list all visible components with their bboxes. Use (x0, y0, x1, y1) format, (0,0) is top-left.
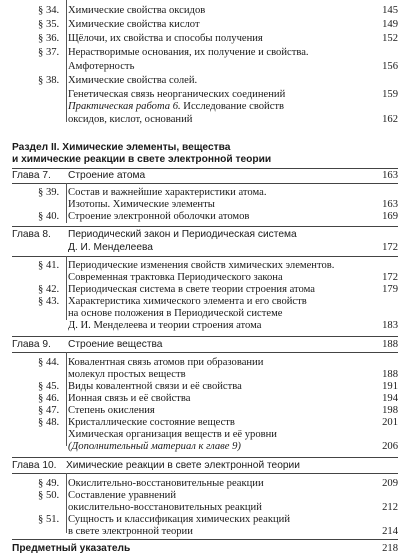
chapter-title-continued: Д. И. Менделеева (68, 242, 153, 253)
section-number: § 43. (38, 296, 60, 307)
toc-row (0, 502, 410, 514)
entry-title: Генетическая связь неорганических соединений (68, 89, 286, 100)
chapter-title: Строение атома (68, 170, 146, 181)
practical-work-title: Исследование свойств (180, 101, 285, 112)
toc-row (0, 89, 410, 101)
section-number: § 41. (38, 260, 60, 271)
page-number: 159 (382, 89, 398, 100)
entry-title: Ионная связь и её свойства (68, 393, 191, 404)
toc-row (0, 381, 410, 393)
practical-work-label: Практическая работа 6. (68, 101, 181, 112)
page-number: 152 (382, 33, 398, 44)
chapter-divider (12, 226, 398, 227)
chapter-divider (12, 457, 398, 458)
entry-title: Химическая организация веществ и её уровни (68, 429, 277, 440)
chapter-divider (12, 539, 398, 540)
toc-row (0, 19, 410, 31)
part-heading (0, 154, 410, 166)
page-number: 172 (382, 242, 398, 253)
toc-row (0, 187, 410, 199)
toc-row (0, 101, 410, 113)
chapter-title: Строение вещества (68, 339, 163, 350)
toc-row (0, 393, 410, 405)
page-number: 172 (382, 272, 398, 283)
toc-row (0, 369, 410, 381)
toc-row (0, 5, 410, 17)
entry-title: Периодическая система в свете теории строения атома (68, 284, 315, 295)
page-number: 198 (382, 405, 398, 416)
page-number: 212 (382, 502, 398, 513)
section-number: § 37. (38, 47, 60, 58)
entry-title: окислительно-восстановительных реакций (68, 502, 262, 513)
entry-title: Амфотерность (68, 61, 135, 72)
section-number: § 45. (38, 381, 60, 392)
chapter-heading (0, 339, 410, 351)
chapter-heading (0, 229, 410, 241)
entry-title: Виды ковалентной связи и её свойства (68, 381, 242, 392)
toc-row (0, 211, 410, 223)
part-heading (0, 142, 410, 154)
entry-title: Ковалентная связь атомов при образовании (68, 357, 264, 368)
section-number: § 47. (38, 405, 60, 416)
entry-title: в свете электронной теории (68, 526, 193, 537)
page-number: 179 (382, 284, 398, 295)
entry-title: Характеристика химического элемента и его свойств (68, 296, 307, 307)
entry-title: Современная трактовка Периодического закона (68, 272, 283, 283)
entry-title: Степень окисления (68, 405, 155, 416)
toc-row (0, 514, 410, 526)
section-number: § 36. (38, 33, 60, 44)
toc-row (0, 526, 410, 538)
chapter-heading (0, 170, 410, 182)
chapter-heading (0, 460, 410, 472)
page-number: 194 (382, 393, 398, 404)
toc-row (0, 320, 410, 332)
page-number: 162 (382, 114, 398, 125)
page-number: 191 (382, 381, 398, 392)
toc-row (0, 199, 410, 211)
toc-row (0, 405, 410, 417)
chapter-label: Глава 7. (12, 170, 51, 181)
chapter-heading (0, 242, 410, 254)
page-number: 149 (382, 19, 398, 30)
page-number: 163 (382, 199, 398, 210)
entry-title: Окислительно-восстановительные реакции (68, 478, 264, 489)
section-number: § 35. (38, 19, 60, 30)
entry-title: Кристаллические состояние веществ (68, 417, 235, 428)
toc-row (0, 429, 410, 441)
section-number: § 40. (38, 211, 60, 222)
toc-row (0, 272, 410, 284)
chapter-title: Периодический закон и Периодическая система (68, 229, 297, 240)
section-number: § 39. (38, 187, 60, 198)
page-number: 209 (382, 478, 398, 489)
chapter-divider (12, 183, 398, 184)
section-number: § 42. (38, 284, 60, 295)
page-number: 145 (382, 5, 398, 16)
chapter-label: Глава 8. (12, 229, 51, 240)
entry-title: Щёлочи, их свойства и способы получения (68, 33, 263, 44)
toc-row (0, 308, 410, 320)
chapter-divider (12, 256, 398, 257)
entry-title: оксидов, кислот, оснований (68, 114, 193, 125)
page-number: 214 (382, 526, 398, 537)
entry-title: Нерастворимые основания, их получение и свойства. (68, 47, 309, 58)
index-label: Предметный указатель (12, 543, 131, 554)
index-entry (0, 543, 410, 555)
entry-title: Химические свойства солей. (68, 75, 198, 86)
toc-row (0, 296, 410, 308)
entry-title: Составление уравнений (68, 490, 177, 501)
section-number: § 46. (38, 393, 60, 404)
page-number: 218 (382, 543, 398, 554)
toc-row (0, 478, 410, 490)
chapter-divider (12, 168, 398, 169)
chapter-divider (12, 352, 398, 353)
entry-title: Изотопы. Химические элементы (68, 199, 215, 210)
chapter-label: Глава 9. (12, 339, 51, 350)
chapter-label: Глава 10. (12, 460, 57, 471)
part-heading-line2: и химические реакции в свете электронной теории (12, 154, 272, 165)
chapter-title: Химические реакции в свете электронной теории (66, 460, 300, 471)
chapter-divider (12, 473, 398, 474)
toc-row (0, 490, 410, 502)
entry-title: Химические свойства кислот (68, 19, 200, 30)
page-number: 201 (382, 417, 398, 428)
page-number: 188 (382, 369, 398, 380)
toc-row (0, 47, 410, 59)
entry-title: (Дополнительный материал к главе 9) (68, 441, 241, 452)
page-number: 169 (382, 211, 398, 222)
section-number: § 34. (38, 5, 60, 16)
toc-row (0, 284, 410, 296)
entry-title: Состав и важнейшие характеристики атома. (68, 187, 267, 198)
section-number: § 48. (38, 417, 60, 428)
page-number: 183 (382, 320, 398, 331)
entry-title: молекул простых веществ (68, 369, 186, 380)
section-number: § 49. (38, 478, 60, 489)
chapter-divider (12, 336, 398, 337)
page-number: 206 (382, 441, 398, 452)
toc-row (0, 357, 410, 369)
entry-title: Строение электронной оболочки атомов (68, 211, 250, 222)
entry-title: Периодические изменения свойств химических элементов. (68, 260, 335, 271)
toc-row (0, 417, 410, 429)
entry-title: Химические свойства оксидов (68, 5, 206, 16)
toc-row (0, 441, 410, 453)
entry-title: Сущность и классификация химических реакций (68, 514, 290, 525)
entry-title (68, 101, 368, 113)
toc-row (0, 61, 410, 73)
section-number: § 51. (38, 514, 60, 525)
page-number: 163 (382, 170, 398, 181)
entry-title: на основе положения в Периодической системе (68, 308, 283, 319)
page-number: 156 (382, 61, 398, 72)
toc-row (0, 33, 410, 45)
page-number: 188 (382, 339, 398, 350)
entry-title: Д. И. Менделеева и теории строения атома (68, 320, 262, 331)
section-number: § 44. (38, 357, 60, 368)
toc-row (0, 75, 410, 87)
section-number: § 50. (38, 490, 60, 501)
section-number: § 38. (38, 75, 60, 86)
part-heading-line1: Раздел II. Химические элементы, вещества (12, 142, 231, 153)
toc-row (0, 260, 410, 272)
toc-row (0, 114, 410, 126)
